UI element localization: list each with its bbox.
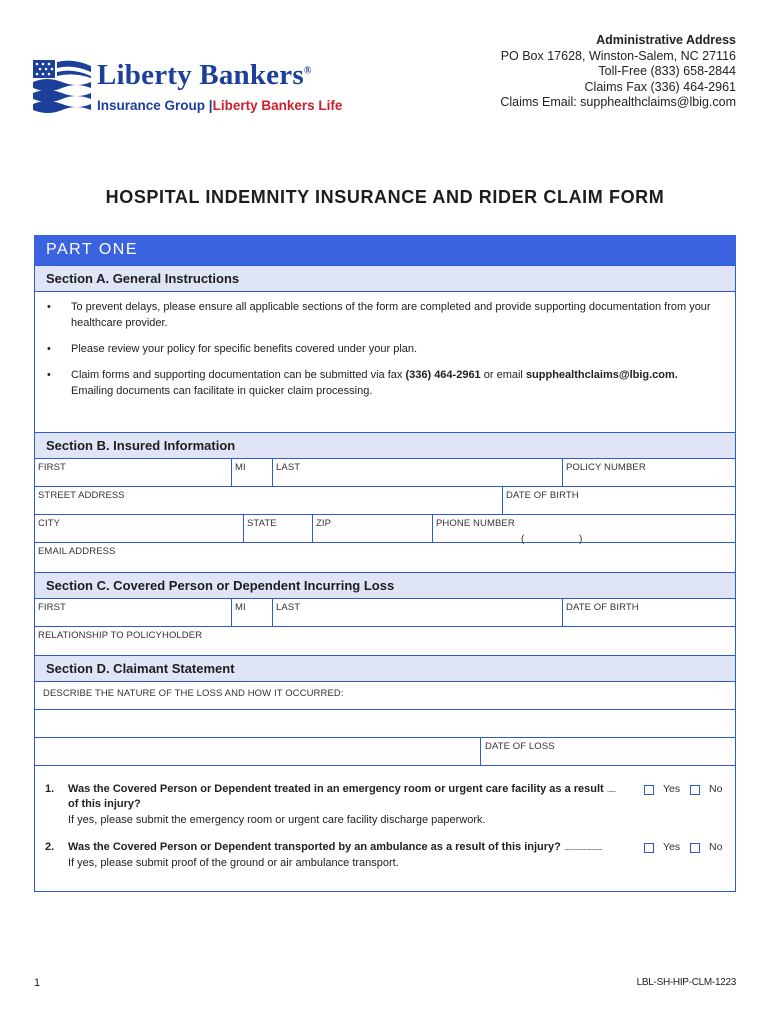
logo-tagline: Insurance Group |Liberty Bankers Life bbox=[97, 98, 343, 113]
zip-field[interactable]: ZIP bbox=[312, 515, 432, 542]
covered-last-field[interactable]: LAST bbox=[272, 599, 562, 626]
instruction-item: • Please review your policy for specific benefits covered under your plan. bbox=[35, 341, 725, 357]
q2-yes-label: Yes bbox=[663, 841, 681, 853]
q1-no-label: No bbox=[709, 783, 723, 795]
admin-line: Claims Email: supphealthclaims@lbig.com bbox=[500, 95, 736, 109]
admin-line: PO Box 17628, Winston-Salem, NC 27116 bbox=[500, 48, 736, 63]
covered-first-field[interactable]: FIRST bbox=[38, 602, 66, 613]
city-field[interactable]: CITY bbox=[38, 518, 61, 529]
section-c-header: Section C. Covered Person or Dependent Incurring Loss bbox=[35, 572, 735, 599]
policy-number-field[interactable]: POLICY NUMBER bbox=[562, 459, 735, 486]
flag-logo-icon bbox=[33, 58, 91, 116]
question-1-note: If yes, please submit the emergency room or urgent care facility discharge paperwork. bbox=[68, 814, 486, 826]
describe-loss-field[interactable] bbox=[35, 710, 735, 738]
state-field[interactable]: STATE bbox=[243, 515, 312, 542]
administrative-address bbox=[500, 33, 736, 111]
q1-no-checkbox[interactable] bbox=[690, 785, 700, 795]
question-2-note: If yes, please submit proof of the ground or air ambulance transport. bbox=[68, 857, 399, 869]
question-1-text: Was the Covered Person or Dependent treated in an emergency room or urgent care facility as a result ....... of this injury? bbox=[68, 783, 616, 810]
describe-loss-label-row: DESCRIBE THE NATURE OF THE LOSS AND HOW IT OCCURRED: bbox=[43, 688, 344, 699]
general-instructions bbox=[35, 299, 725, 409]
page-number: 1 bbox=[34, 977, 41, 989]
company-logo bbox=[33, 58, 343, 120]
insured-mi-field[interactable]: MI bbox=[231, 459, 272, 486]
part-header: PART ONE bbox=[34, 235, 736, 265]
admin-line: Toll-Free (833) 658-2844 bbox=[598, 64, 736, 78]
section-b-header: Section B. Insured Information bbox=[35, 432, 735, 459]
instruction-item: • Claim forms and supporting documentation can be submitted via fax (336) 464-2961 or email supphealthclaims@lbig.com. Emailing documents can facilitate in quicker claim processing. bbox=[35, 367, 725, 399]
logo-name: Liberty Bankers® bbox=[97, 59, 312, 91]
question-2-text: Was the Covered Person or Dependent transported by an ambulance as a result of this injury? ............................... bbox=[68, 841, 602, 853]
instruction-item: • To prevent delays, please ensure all applicable sections of the form are completed and provide supporting documentation from your healthcare provider. bbox=[35, 299, 725, 331]
insured-name-row bbox=[35, 459, 735, 487]
q2-no-checkbox[interactable] bbox=[690, 843, 700, 853]
form-title: HOSPITAL INDEMNITY INSURANCE AND RIDER CLAIM FORM bbox=[105, 187, 665, 207]
insured-address-row bbox=[35, 487, 735, 515]
covered-name-row bbox=[35, 599, 735, 627]
street-address-field[interactable]: STREET ADDRESS bbox=[38, 490, 125, 501]
question-1: 1. Was the Covered Person or Dependent treated in an emergency room or urgent care facility as a result ....... of this injury? If yes, please submit the emergency room or urgent care facility discharge paperwork. bbox=[35, 782, 735, 830]
insured-dob-field[interactable]: DATE OF BIRTH bbox=[502, 487, 735, 514]
section-a-header: Section A. General Instructions bbox=[35, 265, 735, 292]
describe-loss-row bbox=[35, 682, 735, 710]
q1-yes-checkbox[interactable] bbox=[644, 785, 654, 795]
email-address-field[interactable]: EMAIL ADDRESS bbox=[38, 546, 116, 557]
insured-email-row bbox=[35, 543, 735, 572]
covered-dob-field[interactable]: DATE OF BIRTH bbox=[562, 599, 735, 626]
date-of-loss-field[interactable]: DATE OF LOSS bbox=[480, 738, 735, 765]
admin-title: Administrative Address bbox=[596, 33, 736, 47]
section-d-header: Section D. Claimant Statement bbox=[35, 655, 735, 682]
date-of-loss-row bbox=[35, 738, 735, 766]
describe-loss-field-2[interactable] bbox=[35, 738, 480, 765]
q2-yes-checkbox[interactable] bbox=[644, 843, 654, 853]
q1-yes-label: Yes bbox=[663, 783, 681, 795]
relationship-field[interactable]: RELATIONSHIP TO POLICYHOLDER bbox=[38, 630, 203, 641]
q2-no-label: No bbox=[709, 841, 723, 853]
covered-mi-field[interactable]: MI bbox=[231, 599, 272, 626]
form-code: LBL-SH-HIP-CLM-1223 bbox=[636, 977, 736, 988]
insured-last-field[interactable]: LAST bbox=[272, 459, 562, 486]
admin-line: Claims Fax (336) 464-2961 bbox=[584, 79, 736, 94]
phone-number-field[interactable]: PHONE NUMBER ( ) bbox=[432, 515, 735, 542]
relationship-row bbox=[35, 627, 735, 655]
question-2: 2. Was the Covered Person or Dependent transported by an ambulance as a result of this injury? ............................... If yes, please submit proof of the ground or air ambulance transport. bbox=[35, 840, 735, 872]
insured-first-field[interactable]: FIRST bbox=[38, 462, 66, 473]
insured-city-row bbox=[35, 515, 735, 543]
